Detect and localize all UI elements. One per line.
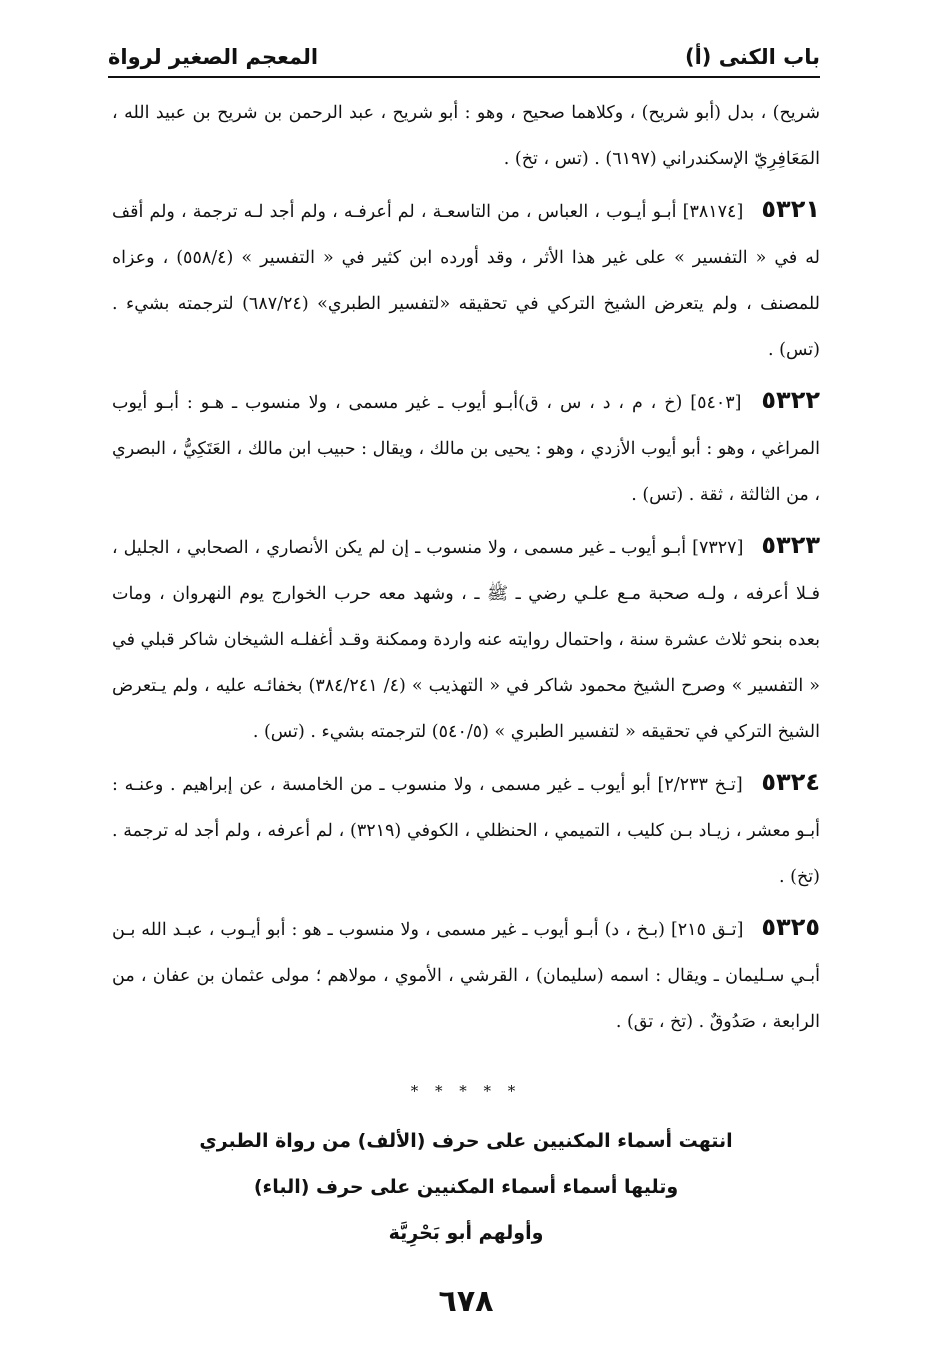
page-body bbox=[112, 90, 820, 1049]
entry-number: ٥٣٢١ bbox=[761, 195, 820, 223]
header-rule bbox=[108, 76, 820, 78]
entry-number: ٥٣٢٣ bbox=[761, 531, 820, 559]
entry-5321 bbox=[112, 186, 820, 373]
entry-text: [٥٤٠٣] (خ ، م ، د ، س ، ق)أبـو أيوب ـ غير مسمى ، ولا منسوب ـ هـو : أبـو أيوب المراغي ، وهو : أبو أيوب الأزدي ، وهو : يحيى بن مالك ، ويقال : حبيب ابن مالك ، العَتَكِيُّ ، البصري ، من الثالثة ، ثقة . (تس) . bbox=[112, 393, 820, 505]
section-separator: * * * * * bbox=[410, 1082, 522, 1100]
entry-5323 bbox=[112, 522, 820, 755]
running-header bbox=[108, 28, 820, 72]
closing-line-1: انتهت أسماء المكنيين على حرف (الألف) من رواة الطبري bbox=[199, 1130, 733, 1152]
entry-5325 bbox=[112, 904, 820, 1045]
entry-text: [تـخ ٢/٢٣٣] أبو أيوب ـ غير مسمى ، ولا منسوب ـ من الخامسة ، عن إبراهيم . وعنـه : أبـو معشر ، زيـاد بـن كليب ، التميمي ، الحنظلي ، الكوفي (٣٢١٩) ، لم أعرفه ، ولم أجد له ترجمة . (تخ) . bbox=[112, 775, 821, 887]
page-number: ٦٧٨ bbox=[438, 1284, 494, 1319]
closing-line-3: وأولهم أبو بَحْرِيَّة bbox=[388, 1222, 544, 1244]
entry-number: ٥٣٢٢ bbox=[761, 386, 820, 414]
entry-text: [تـق ٢١٥] (بـخ ، د) أبـو أيوب ـ غير مسمى ، ولا منسوب ـ هو : أبو أيـوب ، عبـد الله بـن أبـي سـليمان ـ ويقال : اسمه (سليمان) ، القرشي ، الأموي ، مولاهم ؛ مولى عثمان بن عفان ، من الرابعة ، صَدُوقٌ . (تخ ، تق) . bbox=[112, 920, 820, 1032]
entry-text: [٣٨١٧٤] أبـو أيـوب ، العباس ، من التاسعـة ، لم أعرفـه ، ولم أجد لـه ترجمة ، ولم أقف له في « التفسير » على غير هذا الأثر ، وقد أورده ابن كثير في « التفسير » (٥٥٨/٤) ، وعزاه للمصنف ، ولم يتعرض الشيخ التركي في تحقيقه «لتفسير الطبري» (٦٨٧/٢٤) لترجمته بشيء . (تس) . bbox=[112, 202, 820, 360]
closing-line-2: وتليها أسماء أسماء المكنيين على حرف (الباء) bbox=[253, 1176, 679, 1198]
closing-note bbox=[0, 1118, 932, 1256]
header-chapter-title: باب الكنى (أ) bbox=[684, 45, 820, 69]
entry-5322 bbox=[112, 377, 820, 518]
entry-5324 bbox=[112, 759, 820, 900]
entry-number: ٥٣٢٤ bbox=[761, 768, 820, 796]
entry-text: [٧٣٢٧] أبـو أيوب ـ غير مسمى ، ولا منسوب ـ إن لم يكن الأنصاري ، الصحابي ، الجليل ، فـلا أعرفه ، ولـه صحبة مـع علـي رضي ـ ﷺ ـ ، وشهد معه حرب الخوارج يوم النهروان ، ومات بعده بنحو ثلاث عشرة سنة ، واحتمال روايته عنه واردة وممكنة وقـد أغفلـه الشيخان شاكر قبلي في « التفسير » وصرح الشيخ محمود شاكر في « التهذيب » (٤/ ٣٨٤/٢٤١) بخفائـه عليه ، ولم يـتعرض الشيخ التركي في تحقيقه « لتفسير الطبري » (٥٤٠/٥) لترجمته بشيء . (تس) . bbox=[112, 538, 820, 742]
entry-number: ٥٣٢٥ bbox=[761, 913, 820, 941]
intro-paragraph: شريح) ، بدل (أبو شريح) ، وكلاهما صحيح ، وهو : أبو شريح ، عبد الرحمن بن شريح بن عبيد الله ، المَعَافِرِيّ الإسكندراني (٦١٩٧) . (تس ، تخ) . bbox=[112, 103, 820, 169]
header-book-title: المعجم الصغير لرواة bbox=[108, 45, 319, 69]
